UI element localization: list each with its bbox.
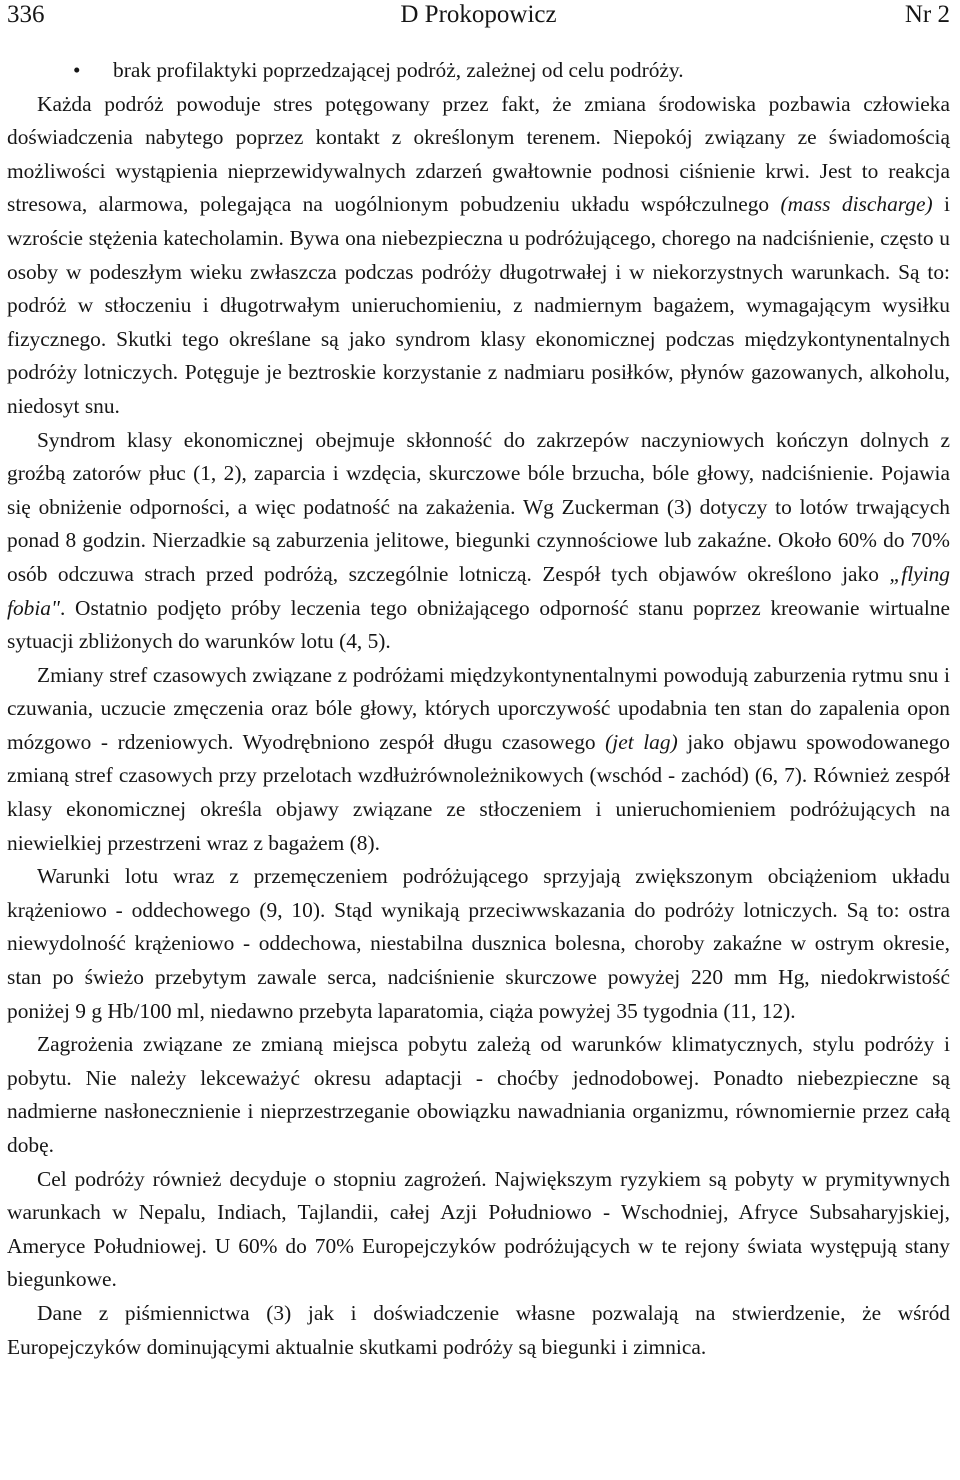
article-body	[7, 54, 950, 1364]
issue-number: Nr 2	[904, 1, 950, 28]
text-run: i wzroście stężenia katecholamin. Bywa ona niebezpieczna u podróżującego, chorego na nadciśnienie, często u osoby w podeszłym wieku zwłaszcza podczas podróży długotrwałej i w niekorzystnych warunkach. Są to: podróż w stłoczeniu i długotrwałym unieruchomieniu, z nadmiernym bagażem, wymagającym wysiłku fizycznego. Skutki tego określane są jako syndrom klasy ekonomicznej podczas międzykontynentalnych podróży lotniczych. Potęguje je beztroskie korzystanie z nadmiaru posiłków, płynów gazowanych, alkoholu, niedosyt snu.	[7, 192, 951, 418]
paragraph	[7, 1297, 950, 1364]
paragraph	[7, 424, 950, 659]
text-run: . Ostatnio podjęto próby leczenia tego obniżającego odporność stanu poprzez kreowanie wirtualne sytuacji zbliżonych do warunków lotu (4, 5).	[7, 595, 950, 654]
italic-text-run: (jet lag)	[605, 729, 678, 754]
text-run: Warunki lotu wraz z przemęczeniem podróżującego sprzyjają zwiększonym obciążeniom układu krążeniowo - oddechowego (9, 10). Stąd wynikają przeciwwskazania do podróży lotniczych. Są to: ostra niewydolność krążeniowo - oddechowa, niestabilna dusznica bolesna, choroby zakaźne w ostrym okresie, stan po świeżo przebytym zawale serca, nadciśnienie skurczowe powyżej 220 mm Hg, niedokrwistość poniżej 9 g Hb/100 ml, niedawno przebyta laparatomia, ciąża powyżej 35 tygodnia (11, 12).	[7, 864, 950, 1023]
text-run: Syndrom klasy ekonomicznej obejmuje skłonność do zakrzepów naczyniowych kończyn dolnych z groźbą zatorów płuc (1, 2), zaparcia i wzdęcia, skurczowe bóle brzucha, bóle głowy, nadciśnienie. Pojawia się obniżenie odporności, a więc podatność na zakażenia. Wg Zuckerman (3) dotyczy to lotów trwających ponad 8 godzin. Nierzadkie są zaburzenia jelitowe, biegunki czynnościowe lub zakaźne. Około 60% do 70% osób odczuwa strach przed podróżą, szczególnie lotniczą. Zespół tych objawów określono jako	[7, 427, 950, 586]
paragraph	[7, 88, 950, 424]
text-run: jako objawu spowodowanego zmianą stref czasowych przy przelotach wzdłużrównoleżnikowych (wschód - zachód) (6, 7). Również zespół klasy ekonomicznej określa objawy związane ze stłoczeniem i unieruchomieniem podróżujących na niewielkiej przestrzeni wraz z bagażem (8).	[7, 729, 950, 855]
text-run: Dane z piśmiennictwa (3) jak i doświadczenie własne pozwalają na stwierdzenie, że wśród Europejczyków dominującymi aktualnie skutkami podróży są biegunki i zimnica.	[7, 1300, 950, 1359]
paragraph	[7, 659, 950, 861]
paragraph	[7, 1028, 950, 1162]
text-run: Każda podróż powoduje stres potęgowany przez fakt, że zmiana środowiska pozbawia człowieka doświadczenia nabytego poprzez kontakt z określonym terenem. Niepokój związany ze świadomością możliwości wystąpienia nieprzewidywalnych zdarzeń gwałtownie podnosi ciśnienie krwi. Jest to reakcja stresowa, alarmowa, polegająca na uogólnionym pobudzeniu układu współczulnego	[7, 91, 950, 217]
italic-text-run: „flying fobia"	[7, 561, 950, 620]
document-page	[7, 0, 950, 1364]
paragraph	[7, 860, 950, 1028]
paragraph-container	[7, 88, 950, 1365]
text-run: Zmiany stref czasowych związane z podróżami międzykontynentalnymi powodują zaburzenia rytmu snu i czuwania, uczucie zmęczenia oraz bóle głowy, których uporczywość upodabnia ten stan do zapalenia opon mózgowo - rdzeniowych. Wyodrębniono zespół długu czasowego	[7, 662, 950, 754]
italic-text-run: (mass discharge)	[780, 192, 933, 217]
running-header	[7, 0, 950, 30]
running-author: D Prokopowicz	[400, 1, 557, 28]
bullet-list-item	[7, 54, 950, 88]
paragraph	[7, 1163, 950, 1297]
text-run: Cel podróży również decyduje o stopniu zagrożeń. Największym ryzykiem są pobyty w prymitywnych warunkach w Nepalu, Indiach, Tajlandii, całej Azji Południowo - Wschodniej, Afryce Subsaharyjskiej, Ameryce Południowej. U 60% do 70% Europejczyków podróżujących w te rejony świata występują stany biegunkowe.	[7, 1166, 950, 1292]
bullet-icon: •	[73, 58, 81, 82]
text-run: Zagrożenia związane ze zmianą miejsca pobytu zależą od warunków klimatycznych, stylu podróży i pobytu. Nie należy lekceważyć okresu adaptacji - choćby jednodobowej. Ponadto niebezpieczne są nadmierne nasłonecznienie i nieprzestrzeganie obowiązku nawadniania organizmu, równomiernie przez całą dobę.	[7, 1032, 950, 1157]
bullet-text: brak profilaktyki poprzedzającej podróż, zależnej od celu podróży.	[113, 58, 684, 82]
page-number: 336	[7, 1, 45, 28]
